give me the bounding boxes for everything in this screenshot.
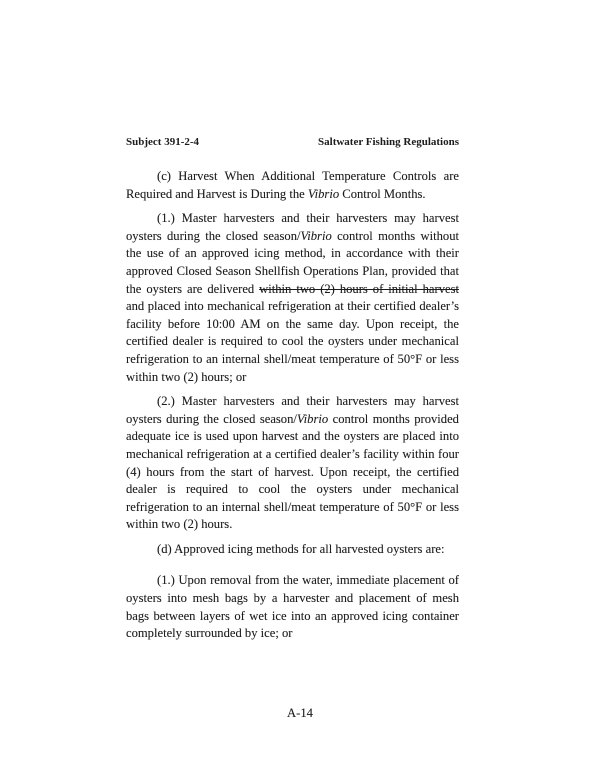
page-content <box>126 136 459 650</box>
paragraph-c1-text-end: and placed into mechanical refrigeration at their certified dealer’s facility before 10:00 AM on the same day. Upon receipt, the certified dealer is required to cool the oysters under mechanical refrigeration to an internal shell/meat temperature of 50°F or less within two (2) hours; or <box>126 299 459 384</box>
paragraph-c1 <box>126 210 459 386</box>
paragraph-c2-text: (2.) Master harvesters and their harvesters may harvest oysters during the closed season/ <box>126 394 459 426</box>
paragraph-d1-text: (1.) Upon removal from the water, immediate placement of oysters into mesh bags by a harvester and placement of mesh bags between layers of wet ice into an approved icing container completely surrounded by ice; or <box>126 573 459 641</box>
paragraph-c <box>126 168 459 203</box>
paragraph-d-text: (d) Approved icing methods for all harvested oysters are: <box>157 541 445 556</box>
paragraph-d1 <box>126 572 459 642</box>
paragraph-c2-text-end: control months provided adequate ice is used upon harvest and the oysters are placed into mechanical refrigeration at a certified dealer’s facility within four (4) hours from the start of harvest. Upon receipt, the certified dealer is required to cool the oysters under mechanical refrigeration to an internal shell/meat temperature of 50°F or less within two (2) hours. <box>126 411 459 532</box>
paragraph-c1-strikethrough-text: within two (2) hours of initial harvest <box>259 281 459 296</box>
header-document-title: Saltwater Fishing Regulations <box>318 136 459 148</box>
paragraph-d <box>126 541 459 559</box>
page-body <box>126 168 459 643</box>
paragraph-c1-italic-vibrio: Vibrio <box>300 228 332 243</box>
paragraph-c2-italic-vibrio: Vibrio <box>296 411 329 426</box>
paragraph-c1-text-mid: control months without the use of an approved icing method, in accordance with their approved Closed Season Shellfish Operations Plan, provided that the oysters are delivered <box>126 228 459 296</box>
paragraph-c1-text: (1.) Master harvesters and their harvesters may harvest oysters during the closed season/ <box>126 211 459 243</box>
paragraph-c-italic-vibrio: Vibrio <box>307 186 340 201</box>
paragraph-c-text-end: Control Months. <box>339 186 426 201</box>
paragraph-c-text: (c) Harvest When Additional Temperature Controls are Required and Harvest is During the <box>126 169 459 201</box>
page-footer <box>0 706 600 721</box>
paragraph-c2 <box>126 393 459 534</box>
header-subject-code: Subject 391-2-4 <box>126 136 200 148</box>
page-number: A-14 <box>287 706 313 720</box>
page-header <box>126 136 459 149</box>
